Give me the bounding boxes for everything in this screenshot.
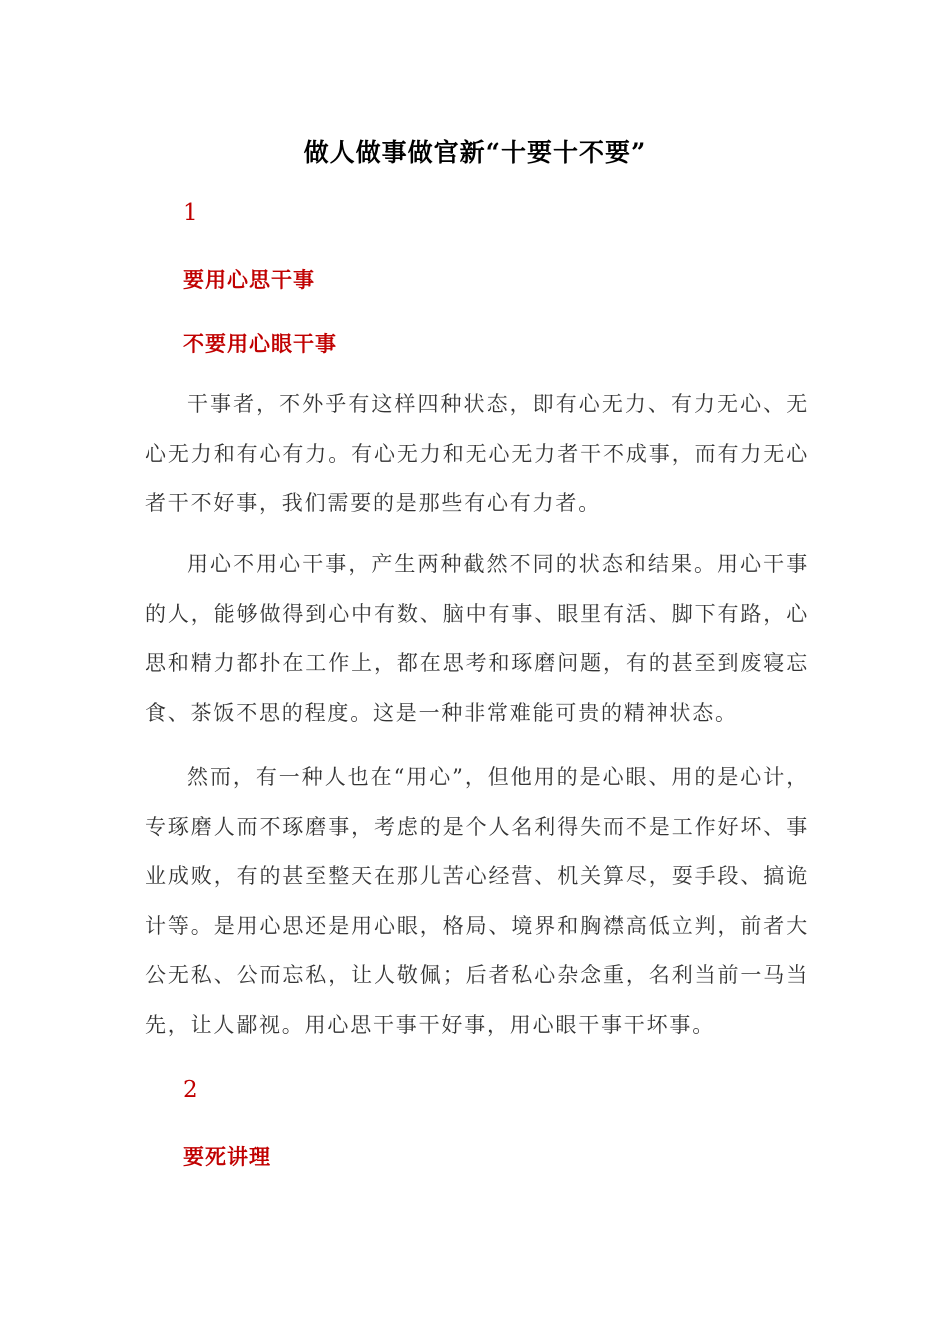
section-1-heading-do: 要用心思干事 — [183, 267, 315, 292]
section-1-heading-dont: 不要用心眼干事 — [183, 331, 337, 356]
section-number-2: 2 — [183, 1077, 199, 1103]
document-title: 做人做事做官新“十要十不要” — [303, 138, 647, 167]
section-2-heading-do: 要死讲理 — [183, 1144, 271, 1169]
section-number-1: 1 — [183, 200, 199, 226]
section-1-paragraph-2: 用心不用心干事，产生两种截然不同的状态和结果。用心干事的人，能够做得到心中有数、脑中有事、眼里有活、脚下有路，心思和精力都扑在工作上，都在思考和琢磨问题，有的甚至到废寝忘食、茶饭不思的程度。这是一种非常难能可贵的精神状态。 — [145, 552, 809, 725]
section-1-paragraph-3: 然而，有一种人也在“用心”，但他用的是心眼、用的是心计，专琢磨人而不琢磨事，考虑的是个人名利得失而不是工作好坏、事业成败，有的甚至整天在那儿苦心经营、机关算尽，耍手段、搞诡计等。是用心思还是用心眼，格局、境界和胸襟高低立判，前者大公无私、公而忘私，让人敬佩；后者私心杂念重，名利当前一马当先，让人鄙视。用心思干事干好事，用心眼干事干坏事。 — [145, 765, 809, 1037]
section-1-paragraph-1: 干事者，不外乎有这样四种状态，即有心无力、有力无心、无心无力和有心有力。有心无力和无心无力者干不成事，而有力无心者干不好事，我们需要的是那些有心有力者。 — [145, 392, 809, 515]
